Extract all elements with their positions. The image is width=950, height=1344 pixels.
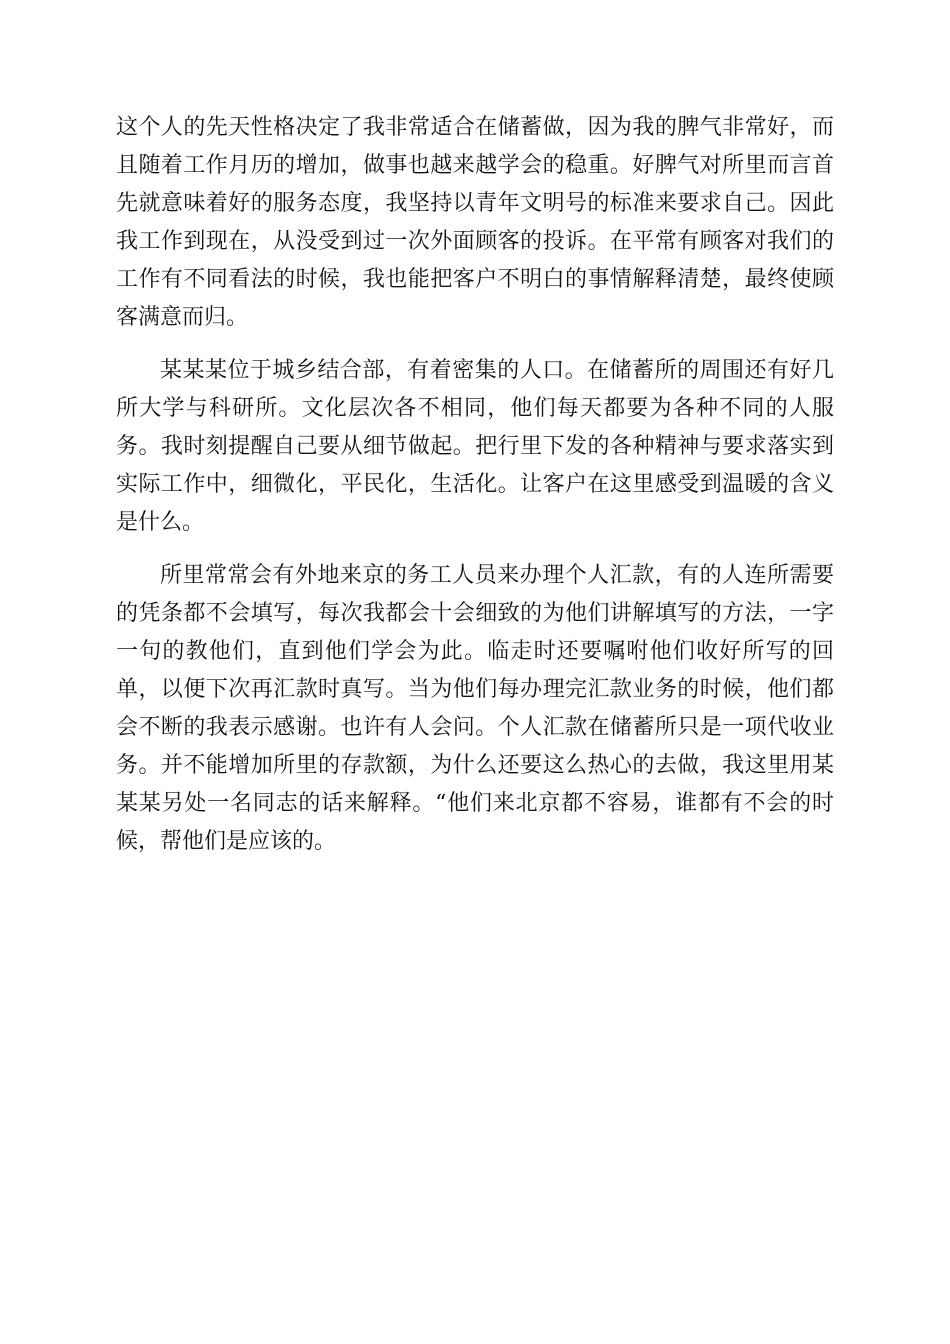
text-line: 这个人的先天性格决定了我非常适合在储蓄做，因为我的脾气非常好，而 — [116, 115, 834, 140]
paragraph-1 — [116, 109, 834, 337]
text-line: 客满意而归。 — [116, 305, 249, 330]
text-line: 一句的教他们，直到他们学会为此。临走时还要嘱咐他们收好所写的回 — [116, 639, 834, 664]
text-line: 的凭条都不会填写，每次我都会十会细致的为他们讲解填写的方法，一字 — [116, 601, 834, 626]
paragraph-3 — [116, 557, 834, 861]
text-line: 务。我时刻提醒自己要从细节做起。把行里下发的各种精神与要求落实到 — [116, 434, 834, 459]
text-line: 候，帮他们是应该的。 — [116, 829, 337, 854]
text-line: 我工作到现在，从没受到过一次外面顾客的投诉。在平常有顾客对我们的 — [116, 229, 834, 254]
text-line: 工作有不同看法的时候，我也能把客户不明白的事情解释清楚，最终使顾 — [116, 267, 834, 292]
text-line: 某某某位于城乡结合部，有着密集的人口。在储蓄所的周围还有好几 — [160, 358, 834, 383]
text-line: 先就意味着好的服务态度，我坚持以青年文明号的标准来要求自己。因此 — [116, 191, 834, 216]
text-line: 所大学与科研所。文化层次各不相同，他们每天都要为各种不同的人服 — [116, 396, 834, 421]
paragraph-2 — [116, 352, 834, 542]
text-line: 实际工作中，细微化，平民化，生活化。让客户在这里感受到温暖的含义 — [116, 472, 834, 497]
text-line: 且随着工作月历的增加，做事也越来越学会的稳重。好脾气对所里而言首 — [116, 153, 834, 178]
text-line: 是什么。 — [116, 510, 205, 535]
text-line: 某某另处一名同志的话来解释。“他们来北京都不容易，谁都有不会的时 — [116, 791, 834, 816]
document-body — [116, 109, 834, 876]
text-line: 所里常常会有外地来京的务工人员来办理个人汇款，有的人连所需要 — [160, 563, 834, 588]
text-line: 会不断的我表示感谢。也许有人会问。个人汇款在储蓄所只是一项代收业 — [116, 715, 834, 740]
text-line: 单，以便下次再汇款时真写。当为他们每办理完汇款业务的时候，他们都 — [116, 677, 834, 702]
text-line: 务。并不能增加所里的存款额，为什么还要这么热心的去做，我这里用某 — [116, 753, 834, 778]
